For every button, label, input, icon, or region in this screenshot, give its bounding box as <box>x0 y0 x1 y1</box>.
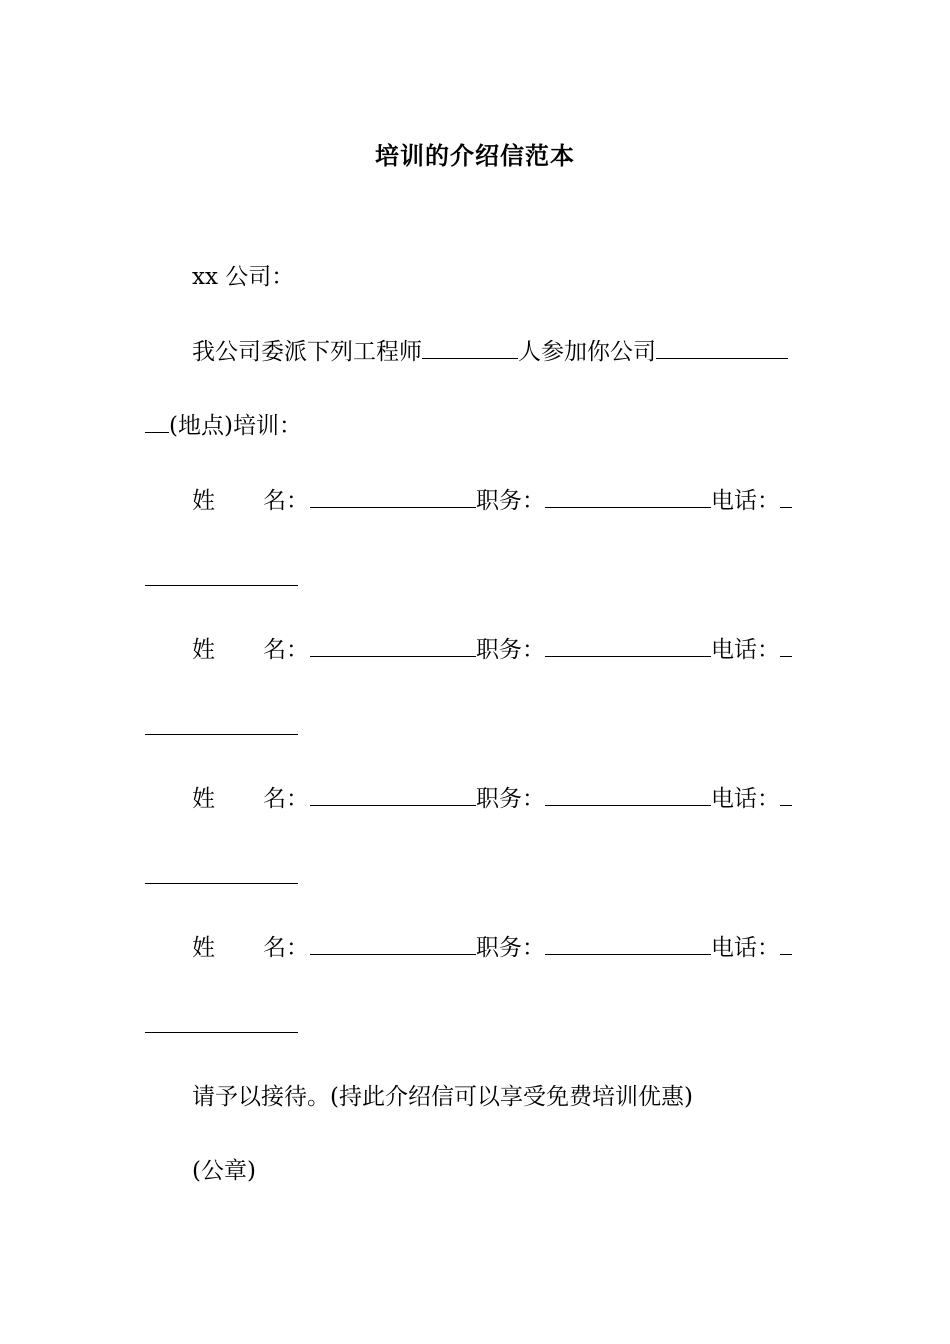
name-label: 姓 名： <box>192 637 309 663</box>
position-blank-3[interactable] <box>545 783 711 806</box>
position-label: 职务： <box>476 786 545 812</box>
company-location-blank-start[interactable] <box>656 336 788 359</box>
phone-blank-1-end[interactable] <box>145 584 298 586</box>
salutation: xx 公司： <box>192 264 295 290</box>
phone-label: 电话： <box>711 637 780 663</box>
name-label: 姓 名： <box>192 935 309 961</box>
phone-blank-4-start[interactable] <box>780 932 792 955</box>
phone-blank-3-end[interactable] <box>145 882 298 884</box>
phone-label: 电话： <box>711 935 780 961</box>
position-blank-2[interactable] <box>545 634 711 657</box>
body-line-1-text-a: 我公司委派下列工程师 <box>192 339 422 365</box>
position-blank-4[interactable] <box>545 932 711 955</box>
name-blank-1[interactable] <box>310 485 476 508</box>
seal-text: (公章) <box>192 1158 256 1184</box>
phone-blank-4-end[interactable] <box>145 1031 298 1033</box>
phone-blank-3-start[interactable] <box>780 783 792 806</box>
name-label: 姓 名： <box>192 488 309 514</box>
name-blank-3[interactable] <box>310 783 476 806</box>
position-label: 职务： <box>476 488 545 514</box>
phone-blank-1-start[interactable] <box>780 485 792 508</box>
position-label: 职务： <box>476 935 545 961</box>
closing-text: 请予以接待。(持此介绍信可以享受免费培训优惠) <box>192 1084 693 1110</box>
name-blank-2[interactable] <box>310 634 476 657</box>
position-label: 职务： <box>476 637 545 663</box>
attendee-row-4 <box>192 932 792 963</box>
page-title: 培训的介绍信范本 <box>375 141 575 170</box>
phone-blank-2-end[interactable] <box>145 733 298 735</box>
phone-blank-2-start[interactable] <box>780 634 792 657</box>
body-line-1 <box>192 336 788 367</box>
body-line-2-text: (地点)培训： <box>169 413 302 439</box>
attendee-row-3 <box>192 783 792 814</box>
name-blank-4[interactable] <box>310 932 476 955</box>
body-line-1-text-b: 人参加你公司 <box>518 339 656 365</box>
position-blank-1[interactable] <box>545 485 711 508</box>
attendee-row-1 <box>192 485 792 516</box>
company-location-blank-end[interactable] <box>145 410 169 433</box>
body-line-2 <box>145 410 302 441</box>
attendee-row-2 <box>192 634 792 665</box>
phone-label: 电话： <box>711 786 780 812</box>
engineer-count-blank[interactable] <box>422 336 518 359</box>
phone-label: 电话： <box>711 488 780 514</box>
name-label: 姓 名： <box>192 786 309 812</box>
